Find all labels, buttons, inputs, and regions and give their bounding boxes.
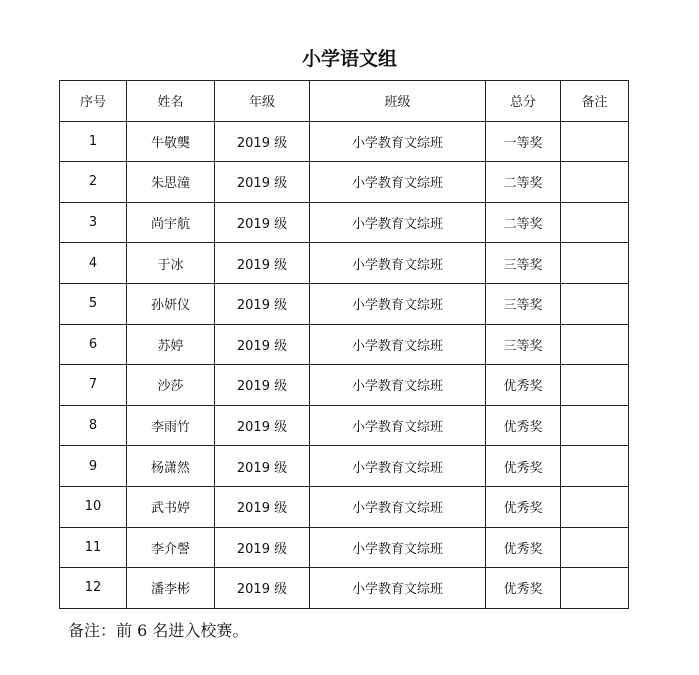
- table-row: [60, 121, 629, 162]
- table-row: [60, 202, 629, 243]
- table-row: [60, 405, 629, 446]
- cell-score: 一等奖: [486, 121, 561, 162]
- cell-score: 二等奖: [486, 162, 561, 203]
- cell-remarks: [561, 202, 629, 243]
- cell-index: 4: [60, 243, 127, 284]
- cell-score: 优秀奖: [486, 486, 561, 527]
- cell-class: 小学教育文综班: [310, 121, 486, 162]
- table-row: [60, 162, 629, 203]
- cell-name: 李介謦: [127, 527, 215, 568]
- cell-score: 优秀奖: [486, 405, 561, 446]
- cell-class: 小学教育文综班: [310, 405, 486, 446]
- cell-index: 7: [60, 365, 127, 406]
- cell-name: 于冰: [127, 243, 215, 284]
- cell-index: 1: [60, 121, 127, 162]
- cell-class: 小学教育文综班: [310, 324, 486, 365]
- footnote: 备注：前 6 名进入校赛。: [68, 621, 249, 640]
- cell-index: 11: [60, 527, 127, 568]
- cell-class: 小学教育文综班: [310, 202, 486, 243]
- cell-index: 10: [60, 486, 127, 527]
- cell-class: 小学教育文综班: [310, 243, 486, 284]
- cell-name: 孙妍仪: [127, 283, 215, 324]
- cell-index: 6: [60, 324, 127, 365]
- cell-remarks: [561, 162, 629, 203]
- header-row: [60, 81, 629, 122]
- cell-remarks: [561, 446, 629, 487]
- results-table: [59, 80, 629, 609]
- cell-name: 杨潇然: [127, 446, 215, 487]
- cell-index: 3: [60, 202, 127, 243]
- table-row: [60, 446, 629, 487]
- cell-name: 武书婷: [127, 486, 215, 527]
- cell-grade: 2019 级: [215, 527, 310, 568]
- cell-class: 小学教育文综班: [310, 283, 486, 324]
- cell-name: 牛敬龑: [127, 121, 215, 162]
- cell-index: 2: [60, 162, 127, 203]
- cell-index: 5: [60, 283, 127, 324]
- cell-name: 朱思潼: [127, 162, 215, 203]
- header-score: 总分: [486, 81, 561, 122]
- header-class: 班级: [310, 81, 486, 122]
- cell-class: 小学教育文综班: [310, 527, 486, 568]
- table-row: [60, 283, 629, 324]
- table-row: [60, 324, 629, 365]
- cell-class: 小学教育文综班: [310, 486, 486, 527]
- cell-remarks: [561, 486, 629, 527]
- cell-grade: 2019 级: [215, 121, 310, 162]
- cell-remarks: [561, 243, 629, 284]
- table-body: [60, 121, 629, 608]
- cell-index: 9: [60, 446, 127, 487]
- cell-grade: 2019 级: [215, 568, 310, 609]
- cell-name: 沙莎: [127, 365, 215, 406]
- cell-score: 三等奖: [486, 324, 561, 365]
- cell-remarks: [561, 568, 629, 609]
- cell-remarks: [561, 121, 629, 162]
- cell-remarks: [561, 527, 629, 568]
- cell-score: 优秀奖: [486, 446, 561, 487]
- cell-remarks: [561, 324, 629, 365]
- cell-class: 小学教育文综班: [310, 568, 486, 609]
- cell-remarks: [561, 283, 629, 324]
- page-title: 小学语文组: [301, 48, 397, 70]
- cell-name: 李雨竹: [127, 405, 215, 446]
- table-row: [60, 243, 629, 284]
- cell-score: 优秀奖: [486, 365, 561, 406]
- cell-score: 优秀奖: [486, 527, 561, 568]
- cell-class: 小学教育文综班: [310, 365, 486, 406]
- cell-grade: 2019 级: [215, 446, 310, 487]
- table-row: [60, 365, 629, 406]
- cell-index: 8: [60, 405, 127, 446]
- cell-grade: 2019 级: [215, 283, 310, 324]
- cell-name: 尚宇航: [127, 202, 215, 243]
- cell-name: 潘李彬: [127, 568, 215, 609]
- cell-grade: 2019 级: [215, 365, 310, 406]
- table-row: [60, 568, 629, 609]
- cell-grade: 2019 级: [215, 202, 310, 243]
- table-row: [60, 486, 629, 527]
- cell-grade: 2019 级: [215, 243, 310, 284]
- cell-name: 苏婷: [127, 324, 215, 365]
- cell-class: 小学教育文综班: [310, 446, 486, 487]
- cell-score: 三等奖: [486, 283, 561, 324]
- cell-index: 12: [60, 568, 127, 609]
- cell-score: 优秀奖: [486, 568, 561, 609]
- cell-grade: 2019 级: [215, 405, 310, 446]
- cell-grade: 2019 级: [215, 324, 310, 365]
- header-remarks: 备注: [561, 81, 629, 122]
- header-index: 序号: [60, 81, 127, 122]
- cell-score: 三等奖: [486, 243, 561, 284]
- cell-grade: 2019 级: [215, 162, 310, 203]
- cell-remarks: [561, 405, 629, 446]
- header-grade: 年级: [215, 81, 310, 122]
- cell-score: 二等奖: [486, 202, 561, 243]
- table-row: [60, 527, 629, 568]
- cell-grade: 2019 级: [215, 486, 310, 527]
- header-name: 姓名: [127, 81, 215, 122]
- cell-remarks: [561, 365, 629, 406]
- cell-class: 小学教育文综班: [310, 162, 486, 203]
